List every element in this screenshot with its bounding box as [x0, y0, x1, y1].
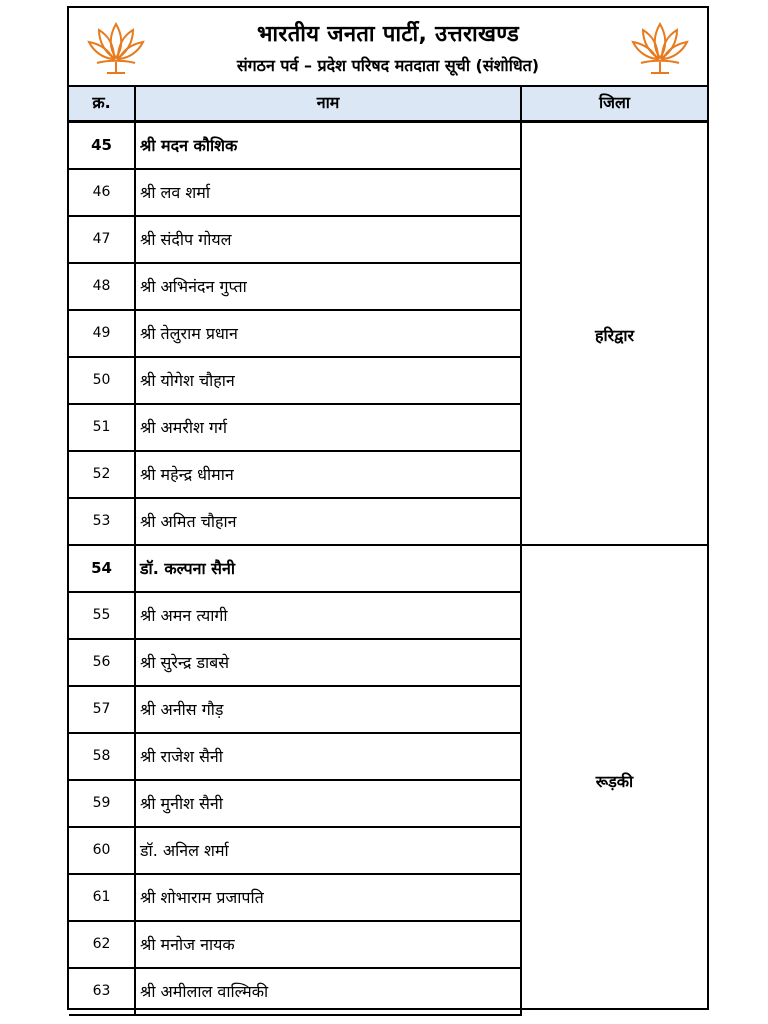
district-cell: रूड़की	[595, 772, 634, 791]
row-number: 51	[69, 405, 136, 450]
member-name: श्री संदीप गोयल	[136, 217, 522, 262]
column-header-number: क्र.	[69, 87, 136, 120]
table-row	[69, 875, 522, 922]
table-row	[69, 687, 522, 734]
member-name: श्री तेलुराम प्रधान	[136, 311, 522, 356]
column-header-name: नाम	[136, 87, 522, 120]
row-number: 61	[69, 875, 136, 920]
row-number: 63	[69, 969, 136, 1014]
member-name: श्री मुनीश सैनी	[136, 781, 522, 826]
row-number: 62	[69, 922, 136, 967]
member-name: श्री सुरेन्द्र डाबसे	[136, 640, 522, 685]
row-number: 58	[69, 734, 136, 779]
district-cell: हरिद्वार	[594, 325, 635, 345]
row-number: 60	[69, 828, 136, 873]
member-name: श्री लव शर्मा	[136, 170, 522, 215]
row-number: 47	[69, 217, 136, 262]
row-number: 57	[69, 687, 136, 732]
member-name: श्री योगेश चौहान	[136, 358, 522, 403]
member-name: श्री अमरीश गर्ग	[136, 405, 522, 450]
lotus-logo-icon	[629, 18, 691, 80]
document-header	[69, 8, 707, 87]
table-row	[69, 499, 522, 546]
table-row	[69, 405, 522, 452]
table-row	[69, 969, 522, 1016]
row-number: 59	[69, 781, 136, 826]
member-name: श्री राजेश सैनी	[136, 734, 522, 779]
row-number: 48	[69, 264, 136, 309]
member-name: श्री मदन कौशिक	[136, 123, 522, 168]
member-name: श्री शोभाराम प्रजापति	[136, 875, 522, 920]
row-number: 50	[69, 358, 136, 403]
row-number: 56	[69, 640, 136, 685]
table-row	[69, 123, 522, 170]
table-header	[69, 87, 707, 123]
member-name: श्री अभिनंदन गुप्ता	[136, 264, 522, 309]
row-number: 52	[69, 452, 136, 497]
table-row	[69, 781, 522, 828]
table-row	[69, 828, 522, 875]
row-number: 55	[69, 593, 136, 638]
table-row	[69, 452, 522, 499]
table-row	[69, 311, 522, 358]
column-header-district: जिला	[598, 93, 630, 112]
member-name: श्री अमीलाल वाल्मिकी	[136, 969, 522, 1014]
document-title: भारतीय जनता पार्टी, उत्तराखण्ड	[256, 22, 520, 47]
member-name: श्री महेन्द्र धीमान	[136, 452, 522, 497]
row-number: 45	[69, 123, 136, 168]
table-row	[69, 922, 522, 969]
voter-list-sheet	[67, 6, 709, 1010]
document-subtitle: संगठन पर्व – प्रदेश परिषद मतदाता सूची (संशोधित)	[236, 56, 540, 75]
member-name: डॉ. कल्पना सैनी	[136, 546, 522, 591]
member-name: डॉ. अनिल शर्मा	[136, 828, 522, 873]
row-number: 46	[69, 170, 136, 215]
table-row	[69, 170, 522, 217]
row-number: 49	[69, 311, 136, 356]
member-name: श्री अमन त्यागी	[136, 593, 522, 638]
member-name: श्री मनोज नायक	[136, 922, 522, 967]
table-row	[69, 264, 522, 311]
table-row	[69, 546, 522, 593]
table-row	[69, 358, 522, 405]
table-row	[69, 217, 522, 264]
member-name: श्री अमित चौहान	[136, 499, 522, 544]
table-row	[69, 640, 522, 687]
table-row	[69, 593, 522, 640]
member-name: श्री अनीस गौड़	[136, 687, 522, 732]
row-number: 54	[69, 546, 136, 591]
table-row	[69, 734, 522, 781]
row-number: 53	[69, 499, 136, 544]
